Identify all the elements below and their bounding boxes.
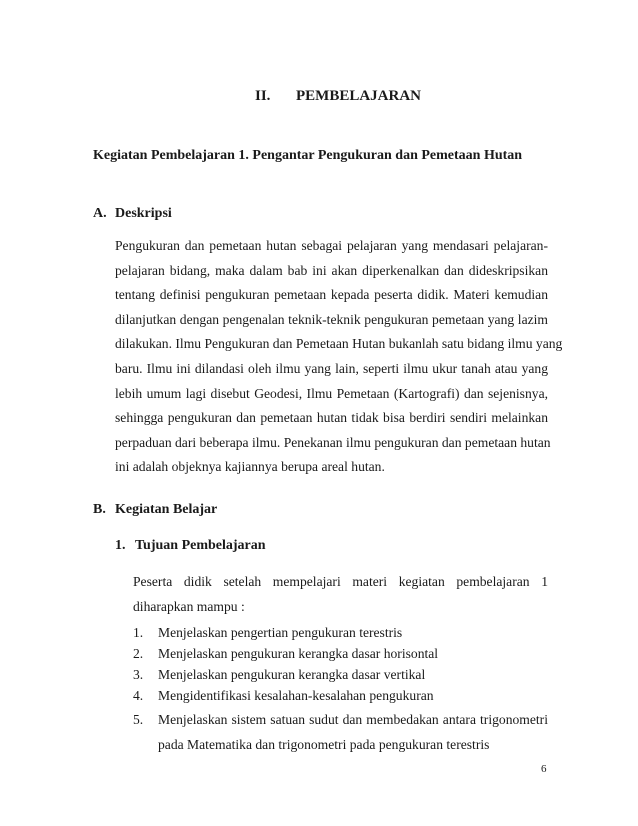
list-item-text: Menjelaskan pengukuran kerangka dasar horisontal (158, 646, 439, 661)
chapter-title: PEMBELAJARAN (296, 88, 422, 104)
list-item-text: Mengidentifikasi kesalahan-kesalahan pengukuran (158, 688, 434, 703)
paragraph-line: dilanjutkan dengan pengenalan teknik-teknik pengukuran pemetaan yang lazim (115, 311, 548, 327)
paragraph-line: sehingga pengukuran dan pemetaan hutan tidak bisa berdiri sendiri melainkan (115, 410, 548, 426)
list-item-number: 1. (133, 625, 144, 640)
list-item-number: 2. (133, 646, 144, 661)
list-item-text: Menjelaskan pengertian pengukuran terestris (158, 625, 403, 640)
list-item (133, 644, 548, 665)
paragraph-line: tentang definisi pengukuran pemetaan kepada peserta didik. Materi kemudian (115, 287, 548, 303)
paragraph-line: pelajaran bidang, maka dalam bab ini akan diperkenalkan dan dideskripsikan (115, 262, 548, 278)
section-a-paragraph (115, 234, 563, 480)
paragraph-line: baru. Ilmu ini dilandasi oleh ilmu yang lain, seperti ilmu ukur tanah atau yang (115, 360, 548, 376)
kegiatan-title: Kegiatan Pembelajaran 1. Pengantar Pengukuran dan Pemetaan Hutan (93, 148, 523, 163)
list-item-number: 3. (133, 667, 144, 682)
paragraph-line: lebih umum lagi disebut Geodesi, Ilmu Pemetaan (Kartografi) dan sejenisnya, (115, 385, 548, 401)
paragraph-line: dilakukan. Ilmu Pengukuran dan Pemetaan Hutan bukanlah satu bidang ilmu yang (115, 336, 563, 352)
list-item-number: 5. (133, 712, 144, 727)
list-item-text: pada Matematika dan trigonometri pada pengukuran terestris (158, 737, 490, 752)
section-b-heading (93, 502, 217, 518)
section-b-letter: B. (93, 502, 106, 517)
list-item (133, 707, 548, 757)
page-number: 6 (541, 763, 547, 775)
list-item-text: Menjelaskan pengukuran kerangka dasar vertikal (158, 667, 426, 682)
subsection-number: 1. (115, 538, 126, 553)
list-item-text: Menjelaskan sistem satuan sudut dan membedakan antara trigonometri (158, 712, 548, 727)
objectives-list (133, 623, 548, 757)
intro-line: Peserta didik setelah mempelajari materi kegiatan pembelajaran 1 (133, 574, 548, 589)
paragraph-line: ini adalah objeknya kajiannya berupa areal hutan. (115, 459, 385, 475)
paragraph-line: perpaduan dari beberapa ilmu. Penekanan ilmu pengukuran dan pemetaan hutan (115, 434, 551, 450)
subsection-heading (115, 538, 266, 554)
subsection-title: Tujuan Pembelajaran (135, 538, 266, 553)
objectives-intro (133, 570, 548, 619)
list-item (133, 623, 548, 644)
list-item (133, 665, 548, 686)
paragraph-line: Pengukuran dan pemetaan hutan sebagai pelajaran yang mendasari pelajaran- (115, 238, 548, 253)
list-item-number: 4. (133, 688, 144, 703)
intro-line: diharapkan mampu : (133, 598, 245, 614)
section-a-title: Deskripsi (115, 206, 172, 221)
chapter-number: II. (255, 88, 271, 104)
section-b-title: Kegiatan Belajar (115, 502, 218, 517)
list-item (133, 686, 548, 707)
section-a-heading (93, 206, 172, 222)
section-a-letter: A. (93, 206, 107, 221)
